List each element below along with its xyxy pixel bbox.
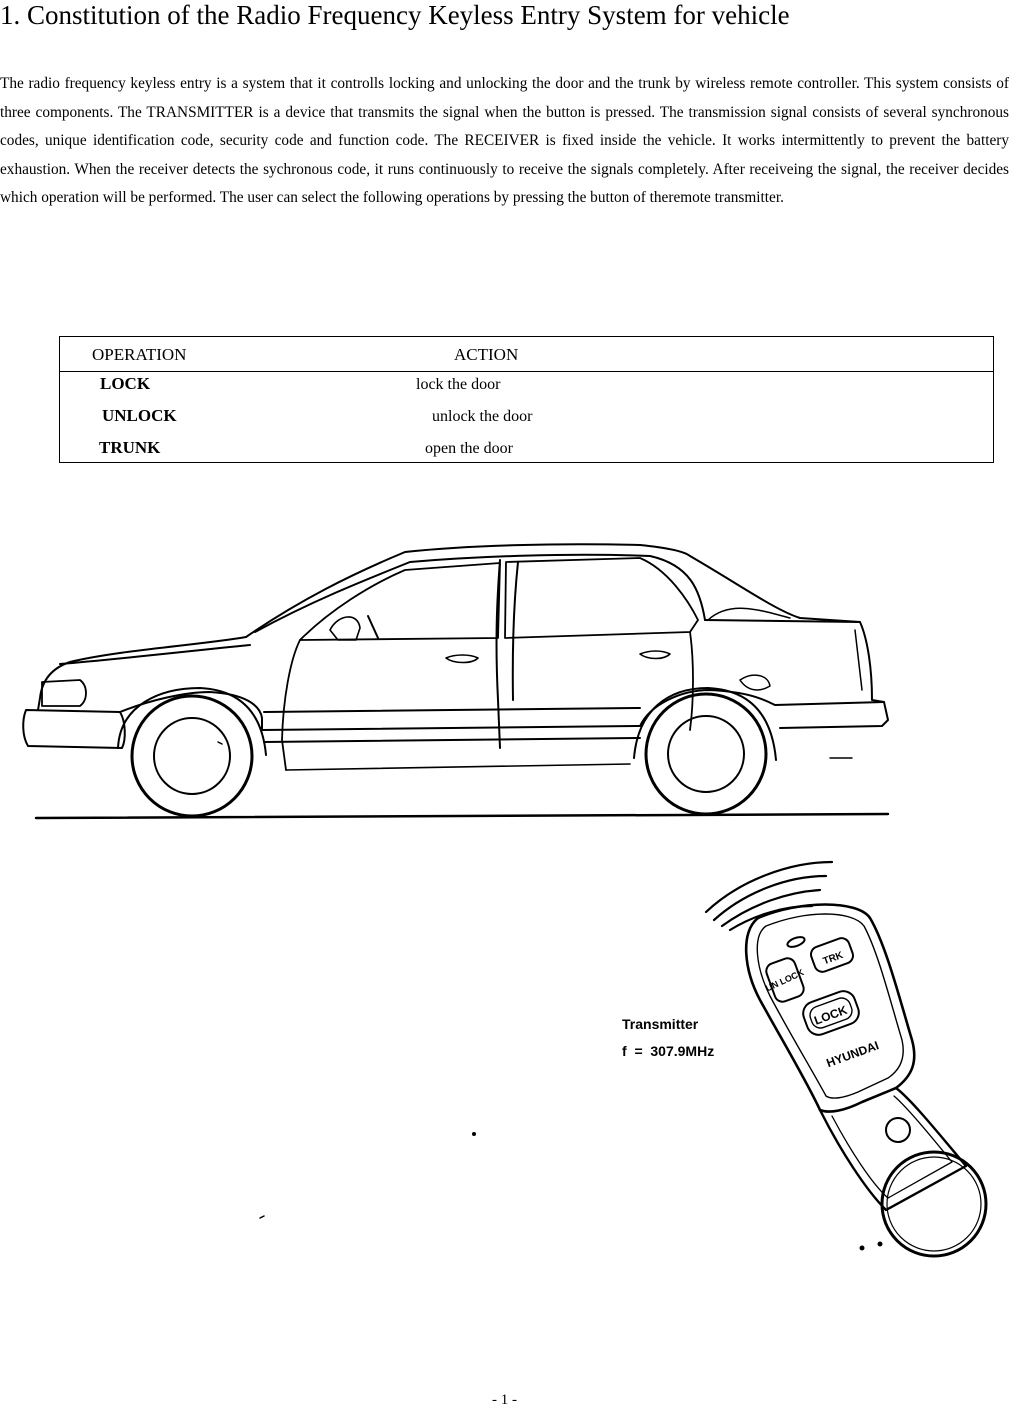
fob-brand: HYUNDAI bbox=[824, 1038, 881, 1071]
header-operation: OPERATION bbox=[92, 345, 187, 364]
car-illustration bbox=[23, 544, 888, 818]
operation-trunk: TRUNK bbox=[99, 438, 161, 457]
fob-unlock-label: UN LOCK bbox=[764, 967, 806, 994]
fob-trunk-label: TRK bbox=[821, 949, 845, 968]
intro-paragraph: The radio frequency keyless entry is a system that it controlls locking and unlocking the door and the trunk by wireless remote controller. This system consists of three components. The TRANSMITTER is a device that transmits the signal when the button is pressed. The transmission signal consists of several synchronous codes, unique identification code, security code and function code. The RECEIVER is fixed inside the vehicle. It works intermittently to prevent the battery exhaustion. When the receiver detects the sychronous code, it runs continuously to receive the signals completely. After receiveing the signal, the receiver decides which operation will be performed. The user can select the following operations by pressing the button of theremote transmitter. bbox=[0, 75, 1009, 207]
action-trunk: open the door bbox=[425, 440, 513, 457]
transmitter-label: Transmitter bbox=[622, 1016, 699, 1032]
transmitter-illustration bbox=[260, 862, 986, 1256]
page-title: 1. Constitution of the Radio Frequency Keyless Entry System for vehicle bbox=[0, 0, 790, 30]
action-lock: lock the door bbox=[416, 376, 501, 393]
page-number: - 1 - bbox=[492, 1392, 517, 1408]
operation-unlock: UNLOCK bbox=[102, 406, 177, 425]
operation-lock: LOCK bbox=[100, 374, 151, 393]
frequency-label: f = 307.9MHz bbox=[622, 1043, 715, 1059]
header-action: ACTION bbox=[454, 345, 519, 364]
fob-lock-label: LOCK bbox=[812, 1002, 850, 1028]
action-unlock: unlock the door bbox=[432, 408, 533, 425]
